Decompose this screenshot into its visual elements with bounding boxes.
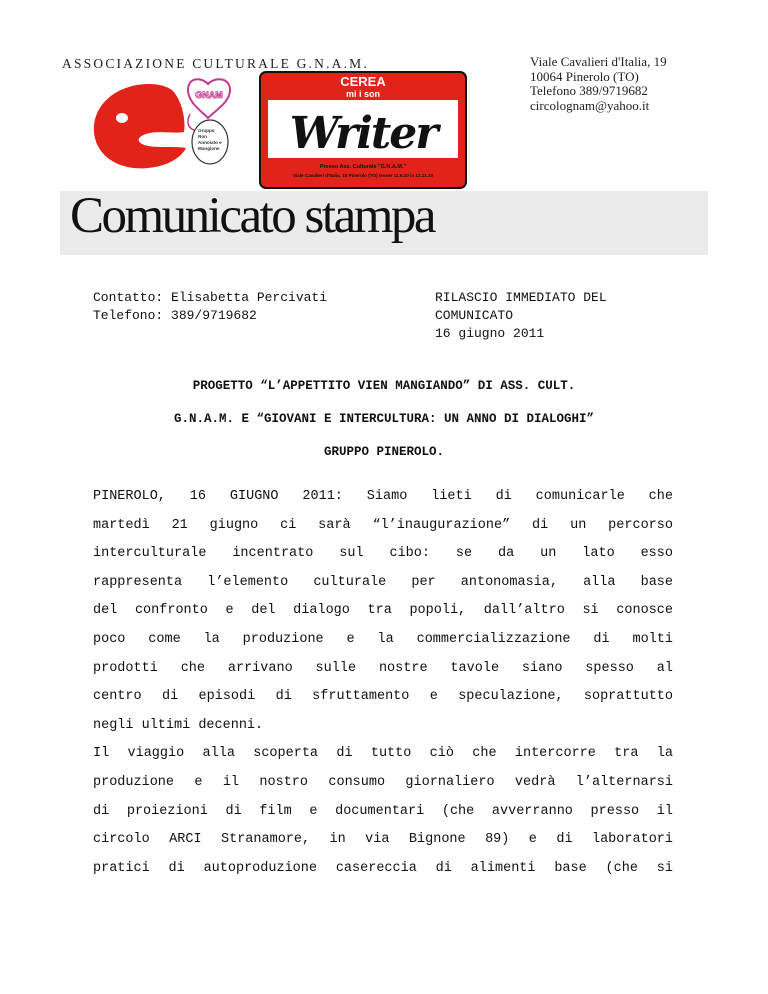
address-block xyxy=(530,55,667,113)
body-line: prodotti che arrivano sulle nostre tavole siano spesso al xyxy=(93,660,673,676)
body-line: produzione e il nostro consumo giornaliero vedrà l’alternarsi xyxy=(93,774,673,790)
body-line: circolo ARCI Stranamore, in via Bignone 89) e di laboratori xyxy=(93,832,673,848)
badge-top-line-1: CEREA xyxy=(340,74,386,89)
address-email: circolognam@yahoo.it xyxy=(530,97,650,113)
address-street: Viale Cavalieri d'Italia, 19 xyxy=(530,54,667,69)
body-line: di proiezioni di film e documentari (che avverranno presso il xyxy=(93,803,673,819)
heading-line: G.N.A.M. E “GIOVANI E INTERCULTURA: UN ANNO DI DIALOGHI” xyxy=(173,412,595,426)
writer-badge-logo xyxy=(258,70,468,190)
gnam-logo-caption: Gruppo Non Annoiato e Mangione xyxy=(198,128,222,151)
gnam-logo-eye xyxy=(116,113,128,123)
body-line: negli ultimi decenni. xyxy=(93,717,264,733)
gnam-logo-letters: GNAM xyxy=(195,90,223,100)
body-line: interculturale incentrato sul cibo: se da un lato esso xyxy=(93,546,673,562)
body-line: pratici di autoproduzione casereccia di alimenti base (che si xyxy=(93,860,673,876)
release-block xyxy=(435,289,607,343)
body-line: martedì 21 giugno ci sarà “l’inaugurazione” di un percorso xyxy=(93,517,673,533)
release-line-2: COMUNICATO xyxy=(435,308,514,323)
heading-line: GRUPPO PINEROLO. xyxy=(323,445,445,459)
badge-top-line-2: mi i son xyxy=(345,89,381,99)
page-title: Comunicato stampa xyxy=(70,188,435,244)
body-line: rappresenta l’elemento culturale per antonomasia, alla base xyxy=(93,574,673,590)
contact-block xyxy=(93,289,327,325)
contact-name: Contatto: Elisabetta Percivati xyxy=(93,290,328,305)
badge-word: Writer xyxy=(289,108,437,159)
badge-bottom-line-2: Viale Cavalieri d'Italia, 19 Pinerolo (TO) tesser 11.6.10 in 12.11.10 xyxy=(292,173,434,178)
body-line: centro di episodi di sfruttamento e speculazione, soprattutto xyxy=(93,689,673,705)
body-text xyxy=(93,483,673,883)
gnam-logo-face xyxy=(94,84,186,168)
press-release-heading xyxy=(60,370,708,469)
body-line: del confronto e del dialogo tra popoli, dall’altro si conosce xyxy=(93,603,673,619)
badge-bottom-line-1: Presso Ass. Culturale "G.N.A.M." xyxy=(319,164,407,170)
body-line: Il viaggio alla scoperta di tutto ciò che intercorre tra la xyxy=(93,746,673,762)
address-city: 10064 Pinerolo (TO) xyxy=(530,68,639,84)
release-line-1: RILASCIO IMMEDIATO DEL xyxy=(435,290,607,305)
body-line: poco come la produzione e la commercializzazione di molti xyxy=(93,631,673,647)
address-phone: Telefono 389/9719682 xyxy=(530,83,648,98)
organization-name: ASSOCIAZIONE CULTURALE G.N.A.M. xyxy=(62,56,369,71)
body-line: PINEROLO, 16 GIUGNO 2011: Siamo lieti di comunicarle che xyxy=(93,489,673,504)
release-date: 16 giugno 2011 xyxy=(435,326,545,341)
gnam-logo xyxy=(90,74,240,172)
heading-line: PROGETTO “L’APPETTITO VIEN MANGIANDO” DI ASS. CULT. xyxy=(192,379,576,393)
contact-phone: Telefono: 389/9719682 xyxy=(93,308,257,323)
